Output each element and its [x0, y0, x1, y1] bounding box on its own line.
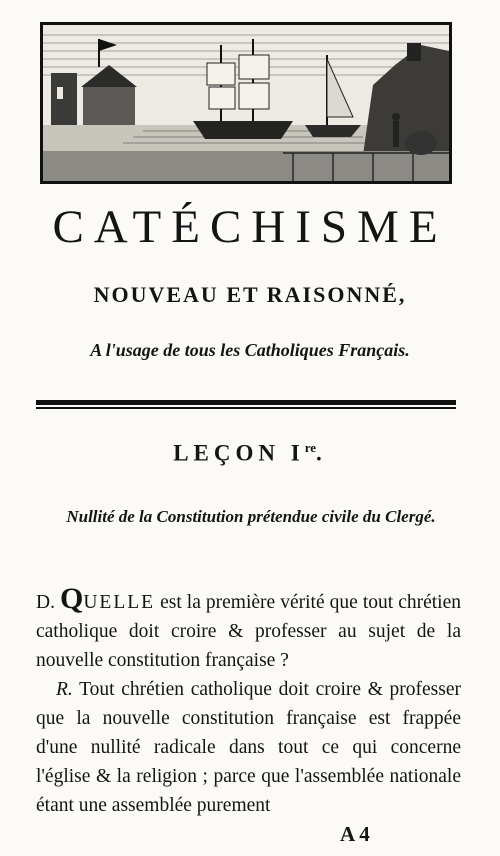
lesson-heading	[0, 440, 500, 467]
lesson-label: LEÇON I	[173, 440, 305, 466]
question-marker: D.	[36, 592, 55, 613]
dedication-line: A l'usage de tous les Catholiques Français.	[90, 340, 410, 360]
question-first-word: UELLE	[83, 592, 156, 613]
document-title: CATÉCHISME	[52, 201, 448, 253]
lesson-period: .	[316, 440, 327, 466]
rule-thick-line	[36, 400, 456, 405]
lesson-ordinal-suffix: re	[304, 440, 317, 455]
woodcut-illustration	[40, 22, 452, 184]
body-text	[36, 584, 461, 820]
section-title: Nullité de la Constitution prétendue civile du Clergé.	[66, 507, 436, 526]
document-subtitle: NOUVEAU ET RAISONNÉ,	[93, 282, 407, 307]
answer-paragraph	[36, 675, 461, 820]
signature-mark: A 4	[340, 822, 370, 846]
question-text: est la première vérité que tout chrétien catholique doit croire & professer au sujet de la nouvelle constitution française ?	[36, 592, 461, 671]
harbor-ship-engraving	[43, 25, 449, 181]
answer-marker: R.	[56, 679, 73, 700]
question-initial-letter: Q	[60, 582, 84, 615]
double-rule-divider	[36, 398, 456, 412]
question-paragraph	[36, 584, 461, 675]
rule-thin-line	[36, 407, 456, 409]
answer-text: Tout chrétien catholique doit croire & professer que la nouvelle constitution française est frappée d'une nullité radicale dans tout ce qui concerne l'église & la religion ; parce que l'assemblée nationale étant une assemblée purement	[36, 679, 461, 816]
